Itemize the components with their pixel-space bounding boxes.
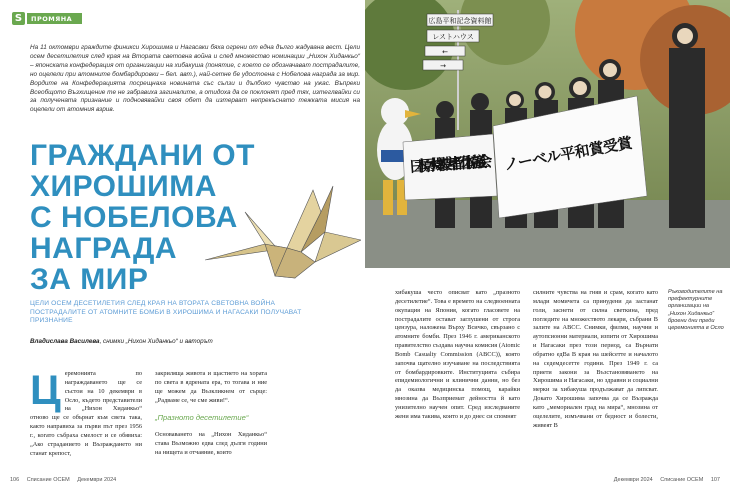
sign-text: ← [442,48,448,56]
article-column-2 [155,370,267,458]
photo-caption: Ръководителите на префектурните организации на „Нихон Хиданкьо“ броени дни преди церемонията в Осло [668,289,724,332]
sign-text: レストハウス [432,33,474,41]
section-logo: S [12,12,25,25]
lead-paragraph: На 11 октомври граждите финикси Хирошима и Нагасаки бяха огрени от една дълго жадувана вест. Цели осем десетилетия след края на Втората световна война и след множество номинации „Нихон Хиданкьо“ – японската конфедерация от организации на хибакуша (понятие, с което се обозначават пострадалите, но оцелели при атомните бомбардировки – бел. авт.), най-сетне бе удостоена с Нобелова награда за мир. Вордите на Конфедерацията посрещнаха новината със сълзи и дълбоко чувство на ужас. Въпреки Всеобщото Възхищение те не забравиха загиналите, а отидоха да се поклонят пред тях, изтеглвайки си за получената признание и подновявайки своя обет да изтерват непрекъснато тежката мисия на оцелели от атомния взрив. [30,44,360,114]
right-footer [608,477,720,483]
headline-line: ХИРОШИМА [30,170,217,203]
headline-line: ЗА МИР [30,263,149,296]
byline-author: Владислава Василева [30,338,100,345]
dropcap: Ц [30,366,61,413]
banner-left-text: 日本原水爆被害者団体協議会 [408,152,494,176]
section-label: ПРОМЯНА [27,13,82,24]
page-number: 107 [710,477,720,483]
column-text: Основаването на „Нихон Хиданкьо“ става Възможно едва след дълги години на нищета и отчаяние, които [155,431,267,457]
magazine-name: Списание ОСЕМ [26,477,70,483]
right-page [365,0,730,491]
section-tag [12,12,82,25]
article-column-1 [30,366,142,458]
headline-line: С НОБЕЛОВА [30,201,238,234]
paper-crane-illustration [205,182,361,282]
subheading: „Празното десетилетие“ [155,413,249,423]
magazine-name: Списание ОСЕМ [660,477,704,483]
protest-photo [365,0,730,268]
headline-line: ГРАЖДАНИ ОТ [30,139,255,172]
sign-text: 広島平和記念資料館 [428,17,492,25]
byline-photos: , снимки „Нихон Хиданкьо“ и авторът [99,338,213,345]
issue-date: Декември 2024 [613,477,653,483]
column-text: закриляща живота и щастието на хората по света в ядрената ера, то тогава и ние ще можем да Възкликнем от сърце: „Радваме се, че сме живи!“. [155,370,267,404]
sign-text: → [440,62,446,70]
left-footer [10,477,122,483]
article-column-3: хибакуша често описват като „празното десетилетие“. Това е времето на следвоенната окупация на Япония, когато гласовете на пострадалите остават заглушени от строга цензура, наложена Върху Всичко, свързано с атомните бомби. През 1946 г. американското правителство създава научна комисия (Atomic Bomb Casualty Commission (ABCC)), която започва щателно изучаване на последствията от бомбардировките. Институцията събира епидемиологични и клинични данни, но без да оказва медицинска помощ, карайки мнозина да Възприемат дейността й като унизително научен опит. Сред изследваните жени има такива, които и до днес си спомнят [395,289,520,420]
subtitle: ЦЕЛИ ОСЕМ ДЕСЕТИЛЕТИЯ СЛЕД КРАЯ НА ВТОРАТА СВЕТОВНА ВОЙНА ПОСТРАДАЛИТЕ ОТ АТОМНИТЕ БОМБИ В ХИРОШИМА И НАГАСАКИ ПОЛУЧАВАТ ПРИЗНАНИЕ [30,300,302,325]
article-column-4: силните чувства на гняв и срам, когато като млади момичета са принудени да застанат голи, заснети от силна светкина, пред погледите на множеството лекари, събрани В залите на ABCC. Снимки, филми, научни и аутопсионни материали, изпити от Хирошима и Нагасаки през този период, са Върнати обратно едВа В края на шейсетте и началото на седемдесетте години. През 1949 г. са приети закони за Възстановяването на Хирошима и Нагасаки, но здравни и социални мерки за хибакуша продължават да липсват. Докато Хирошима започва да се Възражда като „мемориален град на мира“, мнозина от оцелелите, измъчвани от бедност и болести, живеят В [533,289,658,429]
banner-right-text: ノーベル平和賞受賞 [502,133,634,174]
byline [30,338,213,345]
issue-date: Декември 2024 [77,477,117,483]
headline-line: НАГРАДА [30,232,178,265]
column-text: еремонията по награждаването ще се състои на 10 декември в Осло, където представители на „Нихон Хиданкьо“ отново ще се обърнат към света така, както направиха за първи път през 1956 г., когато събраха смелост и се обявиха: „Ако страданието и Възраждането ни станат крепост, [30,370,142,457]
page-number: 106 [10,477,20,483]
